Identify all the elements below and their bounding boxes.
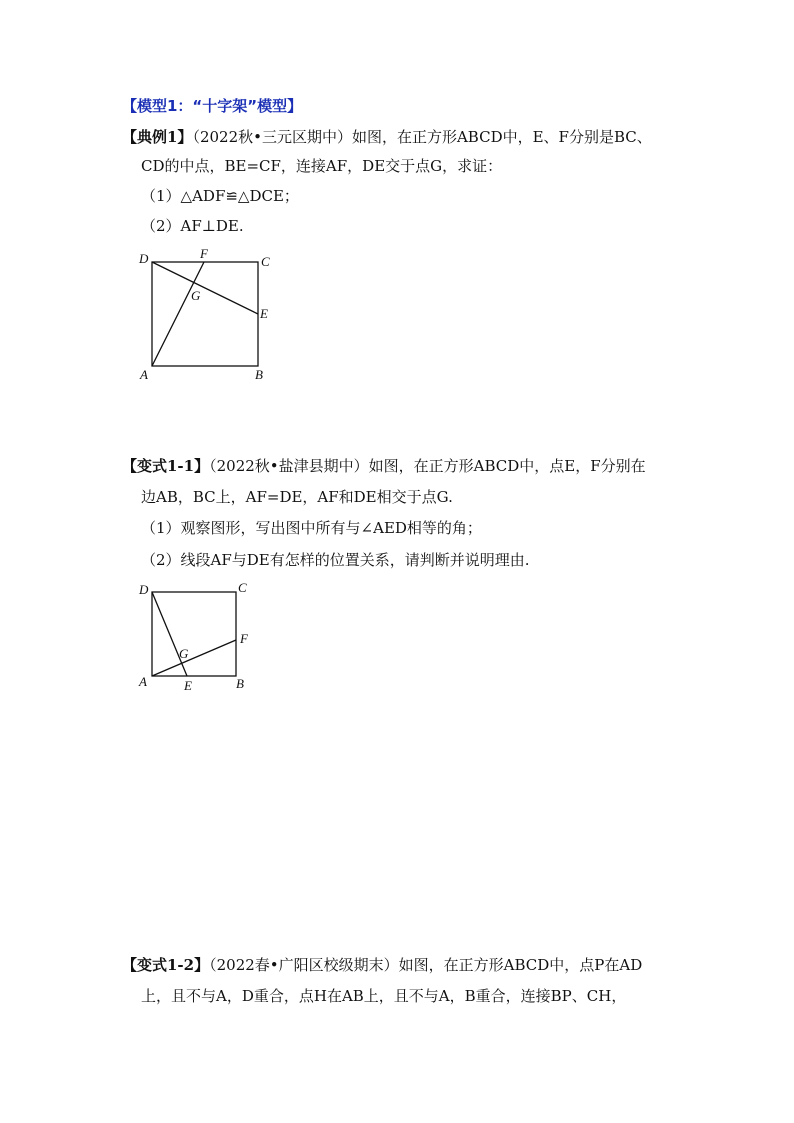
variant1-1-text1: 如图，在正方形ABCD中，点E，F分别在 <box>368 457 646 475</box>
variant1-1-line1 <box>122 456 646 476</box>
label-c-2: C <box>238 580 247 595</box>
square-abcd <box>152 262 258 366</box>
variant1-1-item2: （2）线段AF与DE有怎样的位置关系，请判断并说明理由. <box>141 551 530 569</box>
example1-tag: 【典例1】 <box>122 128 193 146</box>
variant1-1-item1: （1）观察图形，写出图中所有与∠AED相等的角； <box>141 519 482 537</box>
variant1-2-text1: 如图，在正方形ABCD中，点P在AD <box>398 956 643 974</box>
label-a-2: A <box>139 674 147 689</box>
label-e: E <box>260 306 268 321</box>
variant1-1-line2: 边AB，BC上，AF=DE，AF和DE相交于点G. <box>141 488 453 506</box>
label-a: A <box>140 367 148 382</box>
variant1-2-source: （2022春•广阳区校级期末） <box>209 956 399 974</box>
segment-af <box>152 262 204 366</box>
label-c: C <box>261 254 270 269</box>
label-d: D <box>139 251 149 266</box>
variant1-2-line2: 上，且不与A，D重合，点H在AB上，且不与A，B重合，连接BP、CH， <box>141 987 627 1005</box>
segment-de <box>152 262 258 314</box>
segment-af-2 <box>152 640 236 676</box>
section-title: 【模型1：“十字架”模型】 <box>122 97 303 115</box>
variant1-1-tag: 【变式1-1】 <box>122 457 210 475</box>
example1-source: （2022秋•三元区期中） <box>192 128 352 146</box>
variant1-2-tag: 【变式1-2】 <box>122 956 210 974</box>
label-b-2: B <box>236 676 244 691</box>
example1-text1: 如图，在正方形ABCD中，E、F分别是BC、 <box>351 128 652 146</box>
label-g: G <box>191 288 201 303</box>
example1-item2: （2）AF⊥DE. <box>141 217 244 235</box>
example1-line2: CD的中点，BE=CF，连接AF，DE交于点G，求证： <box>141 157 503 175</box>
label-g-2: G <box>179 646 189 661</box>
example1-line1 <box>122 127 652 147</box>
label-f: F <box>200 246 208 261</box>
example1-item1: （1）△ADF≌△DCE； <box>141 187 299 205</box>
label-e-2: E <box>184 678 192 693</box>
label-d-2: D <box>139 582 149 597</box>
variant1-2-line1 <box>122 955 642 975</box>
square-abcd-2 <box>152 592 236 676</box>
variant1-1-figure <box>130 578 260 696</box>
label-f-2: F <box>240 631 248 646</box>
variant1-1-source: （2022秋•盐津县期中） <box>209 457 369 475</box>
example1-figure <box>130 244 290 386</box>
label-b: B <box>255 367 263 382</box>
